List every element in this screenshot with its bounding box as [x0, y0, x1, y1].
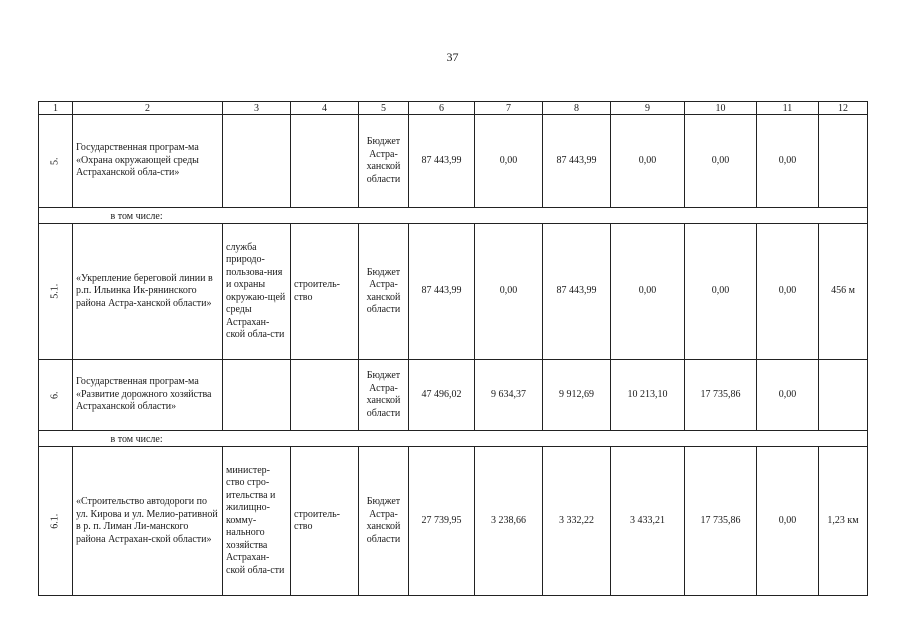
value-cell: 0,00 [685, 115, 757, 208]
column-number: 3 [223, 102, 291, 115]
value-cell: 9 634,37 [475, 360, 543, 431]
value-cell: 3 433,21 [611, 447, 685, 596]
column-number: 12 [819, 102, 868, 115]
work-type: строитель-ство [291, 447, 359, 596]
funding-source: Бюджет Астра-ханской области [359, 447, 409, 596]
value-cell: 0,00 [685, 224, 757, 360]
funding-source: Бюджет Астра-ханской области [359, 360, 409, 431]
value-cell: 27 739,95 [409, 447, 475, 596]
value-cell: 0,00 [757, 115, 819, 208]
work-type [291, 360, 359, 431]
value-cell: 17 735,86 [685, 360, 757, 431]
table-row [39, 115, 868, 208]
value-cell: 47 496,02 [409, 360, 475, 431]
value-cell: 0,00 [611, 115, 685, 208]
column-number: 7 [475, 102, 543, 115]
subheading-row [39, 208, 868, 224]
value-cell: 0,00 [475, 224, 543, 360]
value-cell: 0,00 [757, 224, 819, 360]
value-cell: 0,00 [757, 447, 819, 596]
value-cell: 0,00 [757, 360, 819, 431]
column-number: 6 [409, 102, 475, 115]
value-cell: 10 213,10 [611, 360, 685, 431]
value-cell: 87 443,99 [409, 115, 475, 208]
column-number: 4 [291, 102, 359, 115]
responsible-body [223, 360, 291, 431]
table-row [39, 224, 868, 360]
budget-table [38, 101, 868, 596]
table-row [39, 360, 868, 431]
subheading-row [39, 431, 868, 447]
column-number: 9 [611, 102, 685, 115]
program-name: «Строительство автодороги по ул. Кирова и ул. Мелио-ративной в р. п. Лиман Ли-манского района Астрахан-ской области» [73, 447, 223, 596]
column-number: 10 [685, 102, 757, 115]
subheading-spacer [39, 431, 73, 447]
work-type [291, 115, 359, 208]
program-name: «Укрепление береговой линии в р.п. Ильинка Ик-рянинского района Астра-ханской области» [73, 224, 223, 360]
result-cell [819, 115, 868, 208]
value-cell: 87 443,99 [543, 115, 611, 208]
result-cell: 1,23 км [819, 447, 868, 596]
row-index: 6.1. [39, 447, 73, 596]
funding-source: Бюджет Астра-ханской области [359, 224, 409, 360]
subheading-label: в том числе: [73, 208, 868, 224]
responsible-body: министер-ство стро-ительства и жилищно-комму-нального хозяйства Астрахан-ской обла-сти [223, 447, 291, 596]
work-type: строитель-ство [291, 224, 359, 360]
value-cell: 87 443,99 [543, 224, 611, 360]
program-name: Государственная програм-ма «Развитие дорожного хозяйства Астраханской области» [73, 360, 223, 431]
result-cell [819, 360, 868, 431]
subheading-spacer [39, 208, 73, 224]
column-number: 11 [757, 102, 819, 115]
row-index: 6. [39, 360, 73, 431]
column-number: 5 [359, 102, 409, 115]
column-number: 1 [39, 102, 73, 115]
subheading-label: в том числе: [73, 431, 868, 447]
value-cell: 0,00 [611, 224, 685, 360]
responsible-body [223, 115, 291, 208]
value-cell: 9 912,69 [543, 360, 611, 431]
column-number-row [39, 102, 868, 115]
value-cell: 3 332,22 [543, 447, 611, 596]
program-name: Государственная програм-ма «Охрана окружающей среды Астраханской обла-сти» [73, 115, 223, 208]
result-cell: 456 м [819, 224, 868, 360]
table-row [39, 447, 868, 596]
row-index: 5.1. [39, 224, 73, 360]
value-cell: 17 735,86 [685, 447, 757, 596]
value-cell: 87 443,99 [409, 224, 475, 360]
page-number: 37 [446, 50, 459, 64]
funding-source: Бюджет Астра-ханской области [359, 115, 409, 208]
value-cell: 3 238,66 [475, 447, 543, 596]
responsible-body: служба природо-пользова-ния и охраны окружаю-щей среды Астрахан-ской обла-сти [223, 224, 291, 360]
value-cell: 0,00 [475, 115, 543, 208]
column-number: 2 [73, 102, 223, 115]
column-number: 8 [543, 102, 611, 115]
row-index: 5. [39, 115, 73, 208]
